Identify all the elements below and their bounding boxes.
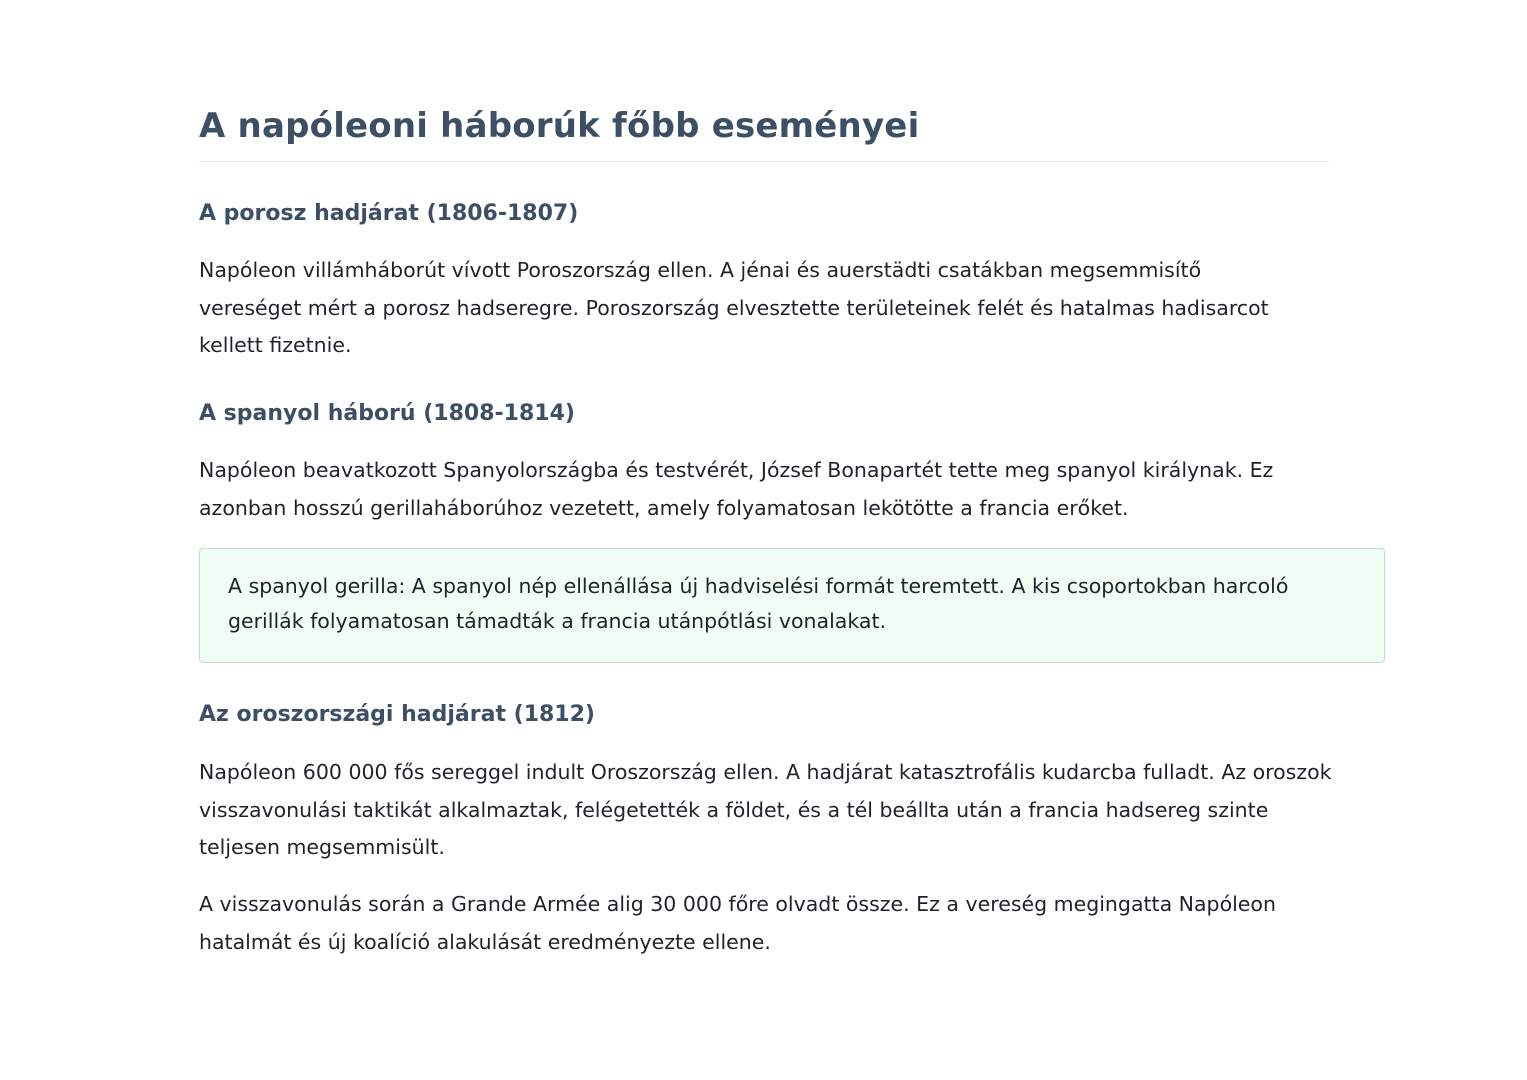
- paragraph-russian-campaign-1: Napóleon 600 000 fős sereggel indult Oroszország ellen. A hadjárat katasztrofális kudarcba fulladt. Az oroszok visszavonulási taktikát alkalmaztak, felégetették a földet, és a tél beállta után a francia hadsereg szinte teljesen megsemmisült.: [199, 760, 1332, 859]
- section-heading-prussian-campaign: A porosz hadjárat (1806-1807): [199, 201, 579, 226]
- callout-text: A spanyol gerilla: A spanyol nép ellenállása új hadviselési formát teremtett. A kis csoportokban harcoló gerillák folyamatosan támadták a francia utánpótlási vonalakat.: [228, 574, 1289, 633]
- page-title: A napóleoni háborúk főbb eseményei: [199, 106, 920, 146]
- section-heading-russian-campaign: Az oroszországi hadjárat (1812): [199, 702, 595, 727]
- title-divider: [199, 161, 1329, 162]
- paragraph-spanish-war: Napóleon beavatkozott Spanyolországba és testvérét, József Bonapartét tette meg spanyol királynak. Ez azonban hosszú gerillaháborúhoz vezetett, amely folyamatosan lekötötte a francia erőket.: [199, 458, 1274, 520]
- section-heading-spanish-war: A spanyol háború (1808-1814): [199, 401, 575, 426]
- callout-spanish-guerrilla: [199, 548, 1385, 663]
- paragraph-prussian-campaign: Napóleon villámháborút vívott Poroszország ellen. A jénai és auerstädti csatákban megsemmisítő vereséget mért a porosz hadseregre. Poroszország elvesztette területeinek felét és hatalmas hadisarcot kellett fizetnie.: [199, 258, 1269, 357]
- paragraph-russian-campaign-2: A visszavonulás során a Grande Armée alig 30 000 főre olvadt össze. Ez a vereség megingatta Napóleon hatalmát és új koalíció alakulását eredményezte ellene.: [199, 892, 1276, 954]
